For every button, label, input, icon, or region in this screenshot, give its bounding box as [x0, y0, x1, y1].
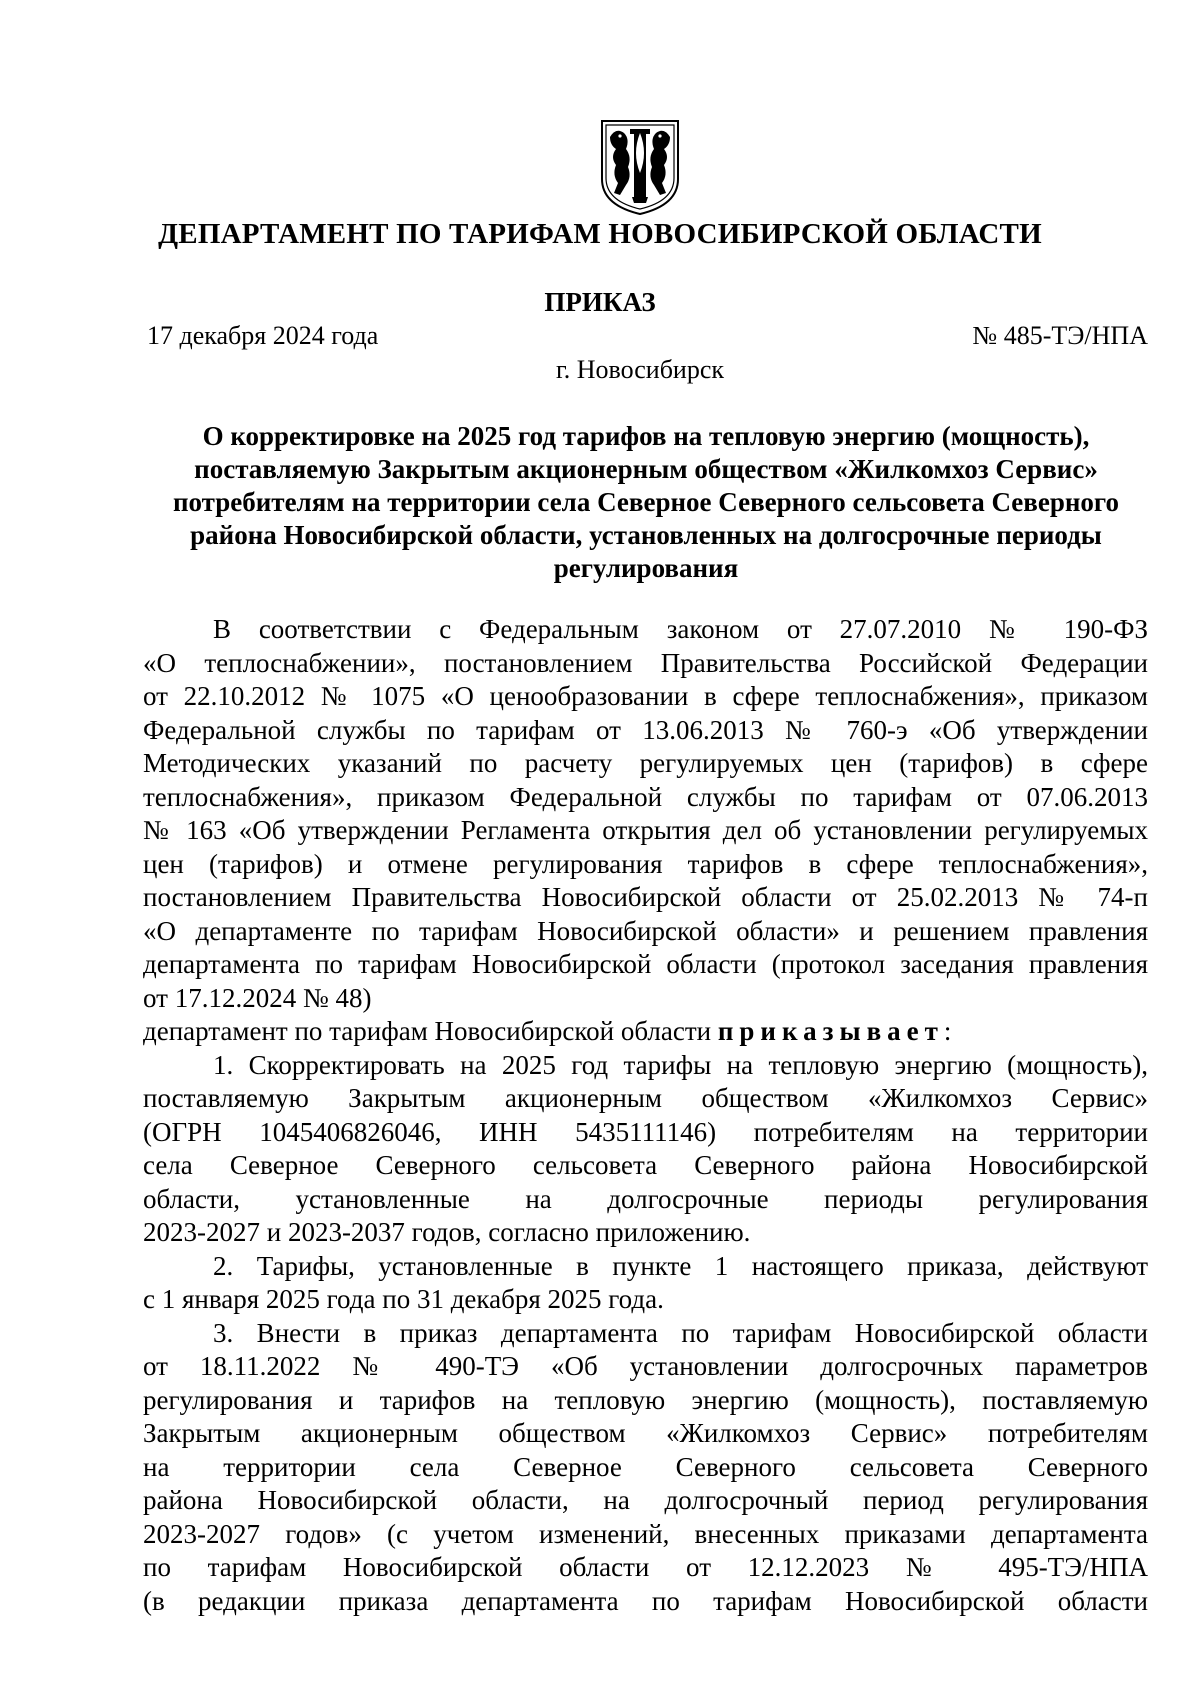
item3-line: 2023-2027 годов» (с учетом изменений, внесенных приказами департамента [143, 1518, 1148, 1549]
subject-line: потребителям на территории села Северное Северного сельсовета Северного [172, 487, 1120, 517]
item3-line: (в редакции приказа департамента по тарифам Новосибирской области [143, 1585, 1148, 1616]
orders-word: приказывает [717, 1016, 944, 1046]
preamble-line: постановлением Правительства Новосибирской области от 25.02.2013 № 74-п [143, 882, 1148, 912]
item3-line: по тарифам Новосибирской области от 12.12.2023 № 495-ТЭ/НПА [143, 1552, 1148, 1582]
order-city: г. Новосибирск [555, 355, 725, 384]
item3-line: Закрытым акционерным обществом «Жилкомхоз Сервис» потребителям [143, 1418, 1148, 1448]
item1-line: 2023-2027 и 2023-2037 годов, согласно приложению. [143, 1217, 751, 1247]
item1-line: поставляемую Закрытым акционерным обществом «Жилкомхоз Сервис» [143, 1083, 1148, 1113]
item3-line: регулирования и тарифов на тепловую энергию (мощность), поставляемую [143, 1384, 1148, 1415]
order-number: № 485-ТЭ/НПА [972, 321, 1148, 350]
document-type: ПРИКАЗ [544, 287, 656, 317]
document-body [143, 613, 1148, 1618]
item1-line: села Северное Северного сельсовета Северного района Новосибирской [143, 1150, 1148, 1180]
preamble-line: «О департаменте по тарифам Новосибирской области» и решением правления [143, 915, 1148, 946]
subject-line: района Новосибирской области, установленных на долгосрочные периоды [190, 520, 1102, 550]
preamble-line: В соответствии с Федеральным законом от 27.07.2010 № 190-ФЗ [213, 614, 1148, 644]
orders-prefix: департамент по тарифам Новосибирской области [143, 1016, 718, 1046]
subject-line: регулирования [553, 553, 739, 583]
order-subject [110, 420, 1182, 585]
subject-line: поставляемую Закрытым акционерным обществом «Жилкомхоз Сервис» [194, 454, 1098, 484]
preamble-line: цен (тарифов) и отмене регулирования тарифов в сфере теплоснабжения», [143, 848, 1148, 879]
item1-line: (ОГРН 1045406826046, ИНН 5435111146) потребителям на территории [143, 1116, 1148, 1147]
item3-line: района Новосибирской области, на долгосрочный период регулирования [143, 1485, 1148, 1515]
item1-line: области, установленные на долгосрочные периоды регулирования [143, 1183, 1148, 1214]
subject-line: О корректировке на 2025 год тарифов на тепловую энергию (мощность), [202, 421, 1090, 451]
orders-suffix: : [943, 1016, 952, 1046]
item2-line: с 1 января 2025 года по 31 декабря 2025 года. [143, 1284, 664, 1314]
preamble-line: теплоснабжения», приказом Федеральной службы по тарифам от 07.06.2013 [143, 781, 1148, 812]
department-title: ДЕПАРТАМЕНТ ПО ТАРИФАМ НОВОСИБИРСКОЙ ОБЛАСТИ [158, 218, 1042, 250]
preamble-line: департамента по тарифам Новосибирской области (протокол заседания правления [143, 949, 1148, 979]
preamble-line: «О теплоснабжении», постановлением Правительства Российской Федерации [143, 647, 1148, 678]
item3-line: на территории села Северное Северного сельсовета Северного [143, 1451, 1148, 1482]
preamble-line: от 22.10.2012 № 1075 «О ценообразовании в сфере теплоснабжения», приказом [143, 681, 1148, 711]
item2-line: 2. Тарифы, установленные в пункте 1 настоящего приказа, действуют [213, 1250, 1148, 1281]
preamble-line: Методических указаний по расчету регулируемых цен (тарифов) в сфере [143, 748, 1148, 778]
preamble-line: от 17.12.2024 № 48) [143, 982, 372, 1013]
preamble-line: Федеральной службы по тарифам от 13.06.2013 № 760-э «Об утверждении [143, 714, 1148, 745]
preamble-line: № 163 «Об утверждении Регламента открытия дел об установлении регулируемых [143, 815, 1148, 845]
coat-of-arms-icon [596, 113, 684, 217]
order-date: 17 декабря 2024 года [147, 321, 379, 350]
item3-line: от 18.11.2022 № 490-ТЭ «Об установлении долгосрочных параметров [143, 1351, 1148, 1381]
item3-line: 3. Внести в приказ департамента по тарифам Новосибирской области [213, 1317, 1148, 1348]
item1-line: 1. Скорректировать на 2025 год тарифы на тепловую энергию (мощность), [213, 1049, 1148, 1080]
orders-line [143, 1015, 1148, 1049]
